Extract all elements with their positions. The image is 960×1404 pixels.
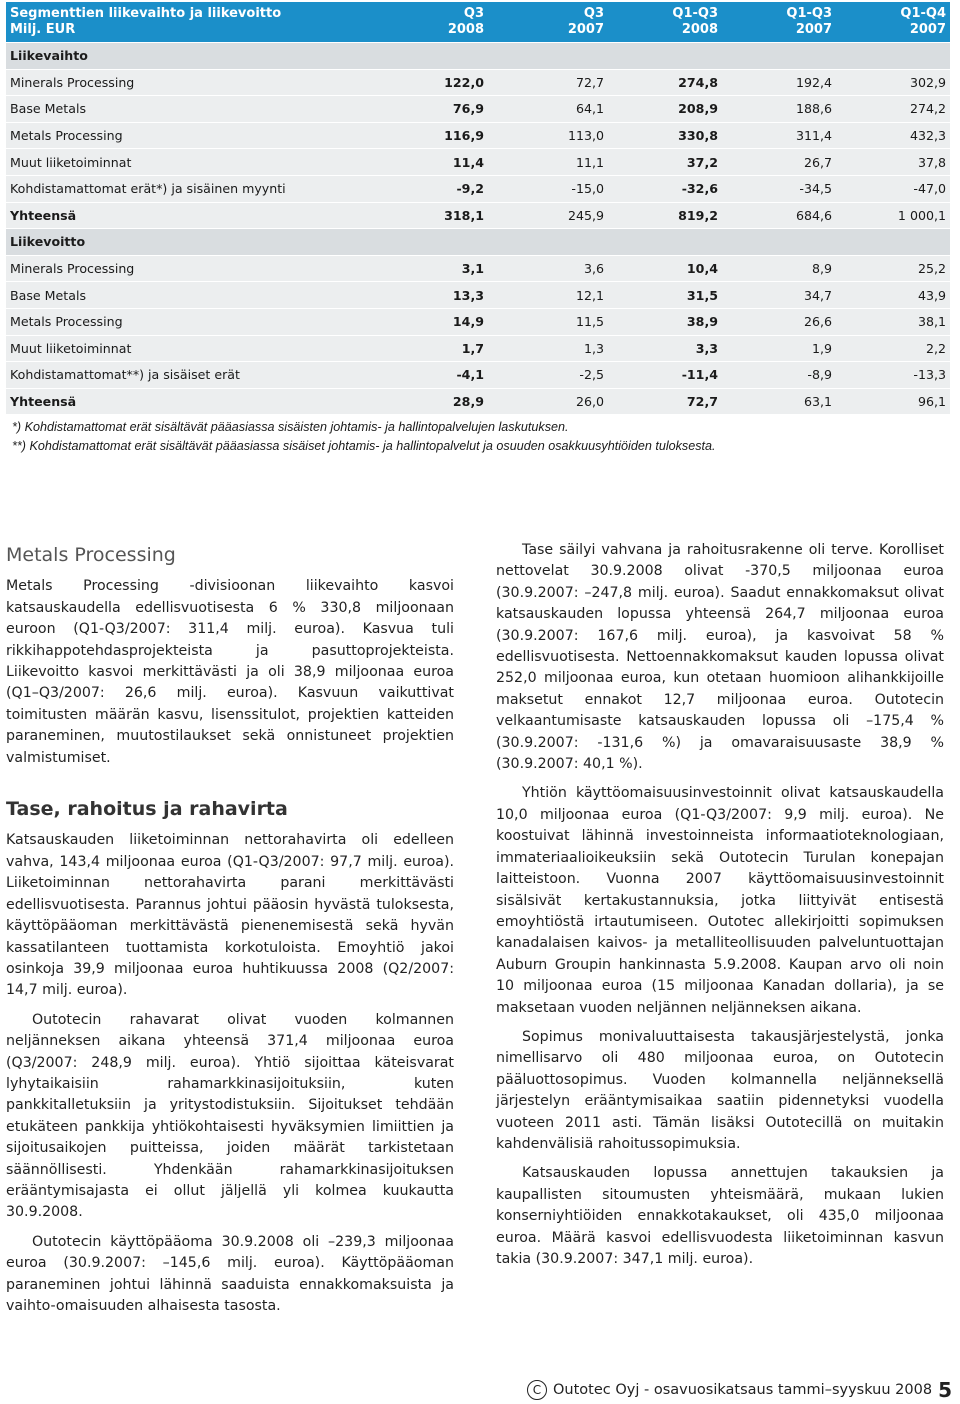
segment-table: [6, 2, 950, 415]
table-header-row: [6, 2, 950, 43]
paragraph: Sopimus monivaluuttaisesta takausjärjestelystä, jonka nimellisarvo oli 480 miljoonaa euroa, on Outotecin pääluottosopimus. Vuoden kolmannella neljänneksellä järjestelyn erääntymisaikaa saatiin pidennetyksi vuodella vuoteen 2011 asti. Tämän lisäksi Outotecillä on muitakin kahdenvälisiä rahoitussopimuksia.: [496, 1028, 944, 1152]
column-header: Q1-Q3 2008: [608, 2, 722, 43]
section-heading-tase: Tase, rahoitus ja rahavirta: [6, 798, 288, 821]
left-column: [6, 540, 454, 1325]
paragraph: Katsauskauden lopussa annettujen takauksien ja kaupallisten sitoumusten yhteismäärä, mukaan lukien konserniyhtiöiden ennakkotakaukset, oli 435,0 miljoonaa euroa. Määrä kasvoi edellisvuodesta liiketoiminnan kasvun takia (30.9.2007: 347,1 milj. euroa).: [496, 1165, 944, 1267]
table-row-total: Yhteensä 28,9 26,0 72,7 63,1 96,1: [6, 388, 950, 415]
column-header: Q3 2007: [488, 2, 608, 43]
paragraph: Katsauskauden liiketoiminnan nettorahavirta oli edelleen vahva, 143,4 miljoonaa euroa (Q1-Q3/2007: 97,7 milj. euroa). Liiketoiminnan nettorahavirta parani merkittävästi edellisvuotisesta. Parannus johtui pääosin hyvästä tuloksesta, käyttöpääoman merkittävästä pienenemisestä sekä hyvän kassatilanteen tuottamista korkotuloista. Emoyhtiö jakoi osinkoja 39,9 miljoonaa euroa huhtikuussa 2008 (Q2/2007: 14,7 milj. euroa).: [6, 832, 454, 999]
table-row: Base Metals 76,9 64,1 208,9 188,6 274,2: [6, 96, 950, 123]
table-row: Metals Processing 14,9 11,5 38,9 26,6 38,1: [6, 308, 950, 335]
paragraph: Outotecin käyttöpääoma 30.9.2008 oli –239,3 miljoonaa euroa (30.9.2007: –145,6 milj. euroa). Käyttöpääoman paraneminen johtui lähinnä saaduista ennakkomaksuista ja vaihto-omaisuuden alhaisesta tasosta.: [6, 1233, 454, 1314]
table-header-label: Segmenttien liikevaihto ja liikevoitto Milj. EUR: [6, 2, 392, 43]
column-header: Q1-Q4 2007: [836, 2, 950, 43]
paragraph: Tase säilyi vahvana ja rahoitusrakenne oli terve. Korolliset nettovelat 30.9.2008 olivat -370,5 miljoonaa euroa (30.9.2007: –247,8 milj. euroa). Saadut ennakkomaksut olivat katsauskauden lopussa yhteensä 264,7 miljoonaa euroa (30.9.2007: 167,6 milj. euroa), ja kasvoivat 58 % edellisvuotisesta. Nettoennakkomaksut kauden lopussa olivat 252,0 miljoonaa euroa, kun otetaan huomioon alihankkijoille maksetut ennakot 12,7 miljoonaa euroa. Outotecin velkaantumisaste katsauskauden lopussa oli –175,4 % (30.9.2007: -131,6 %) ja omavaraisuusaste 38,9 % (30.9.2007: 40,1 %).: [496, 542, 944, 773]
column-header: Q3 2008: [392, 2, 488, 43]
table-row: Minerals Processing 122,0 72,7 274,8 192,4 302,9: [6, 69, 950, 96]
page-number: 5: [938, 1378, 952, 1402]
copyright-icon: C: [527, 1380, 547, 1400]
table-row: Base Metals 13,3 12,1 31,5 34,7 43,9: [6, 282, 950, 309]
page-footer: [527, 1378, 952, 1402]
footer-text: Outotec Oyj - osavuosikatsaus tammi–syyskuu 2008: [553, 1382, 933, 1398]
table-row: Kohdistamattomat**) ja sisäiset erät -4,1 -2,5 -11,4 -8,9 -13,3: [6, 362, 950, 389]
right-column: [496, 540, 944, 1278]
footnote-1: *) Kohdistamattomat erät sisältävät pääasiassa sisäisten johtamis- ja hallintopalvelujen laskutuksen.: [12, 420, 569, 434]
table-row: Muut liiketoiminnat 11,4 11,1 37,2 26,7 37,8: [6, 149, 950, 176]
section-row-liikevaihto: Liikevaihto: [6, 43, 950, 70]
footnote-2: **) Kohdistamattomat erät sisältävät pääasiassa sisäiset johtamis- ja hallintopalvelut ja osuuden osakkuusyhtiöiden tuloksesta.: [12, 439, 716, 453]
table-row: Muut liiketoiminnat 1,7 1,3 3,3 1,9 2,2: [6, 335, 950, 362]
table-row: Kohdistamattomat erät*) ja sisäinen myynti -9,2 -15,0 -32,6 -34,5 -47,0: [6, 175, 950, 202]
table-row-total: Yhteensä 318,1 245,9 819,2 684,6 1 000,1: [6, 202, 950, 229]
section-heading-metals-processing: Metals Processing: [6, 544, 176, 566]
paragraph: Metals Processing -divisioonan liikevaihto kasvoi katsauskaudella edellisvuotisesta 6 % 330,8 miljoonaan euroon (Q1-Q3/2007: 311,4 milj. euroa). Kasvua tuli rikkihappotehdasprojekteista ja pasuttoprojekteista. Liikevoitto kasvoi merkittävästi ja oli 38,9 miljoonaa euroa (Q1–Q3/2007: 26,6 milj. euroa). Kasvuun vaikuttivat toimitusten määrän kasvu, lisenssitulot, projektien katteiden paraneminen, muutostilaukset sekä onnistuneet projektien valmistumiset.: [6, 578, 454, 766]
section-row-liikevoitto: Liikevoitto: [6, 229, 950, 256]
table-row: Minerals Processing 3,1 3,6 10,4 8,9 25,2: [6, 255, 950, 282]
column-header: Q1-Q3 2007: [722, 2, 836, 43]
paragraph: Yhtiön käyttöomaisuusinvestoinnit olivat katsauskaudella 10,0 miljoonaa euroa (Q1-Q3/2007: 9,9 milj. euroa). Ne koostuivat lähinnä investoinneista informaatioteknologiaan, immateriaalioikeuksiin sekä Outotecin Turulan konepajan laitteistoon. Vuonna 2007 käyttöomaisuusinvestoinnit sisälsivät kertakustannuksia, jotka liittyivät entisestä emoyhtiöstä irtautumiseen. Outotec allekirjoitti sopimuksen kanadalaisen kaivos- ja metalliteollisuuden palveluntuottajan Auburn Groupin hankinnasta 5.9.2008. Kaupan arvo oli noin 10 miljoonaa euroa (15 miljoonaa Kanadan dollaria), ja se maksetaan vuoden neljännen neljänneksen aikana.: [496, 785, 944, 1016]
table-row: Metals Processing 116,9 113,0 330,8 311,4 432,3: [6, 122, 950, 149]
paragraph: Outotecin rahavarat olivat vuoden kolmannen neljänneksen aikana yhteensä 371,4 miljoonaa euroa (Q3/2007: 248,9 milj. euroa). Yhtiö sijoittaa käteisvarat lyhytaikaisiin rahamarkkinasijoituksiin, kuten pankkitalletuksiin ja yritystodistuksiin. Sijoitukset tehdään etukäteen pankkija yhtiökohtaisesti hyväksymien limiittien ja sijoitusaikojen puitteissa, joiden määrät tarkistetaan säännöllisesti. Yhdenkään rahamarkkinasijoituksen erääntymisajasta ei ollut jäljellä yli kolmea kuukautta 30.9.2008.: [6, 1011, 454, 1221]
